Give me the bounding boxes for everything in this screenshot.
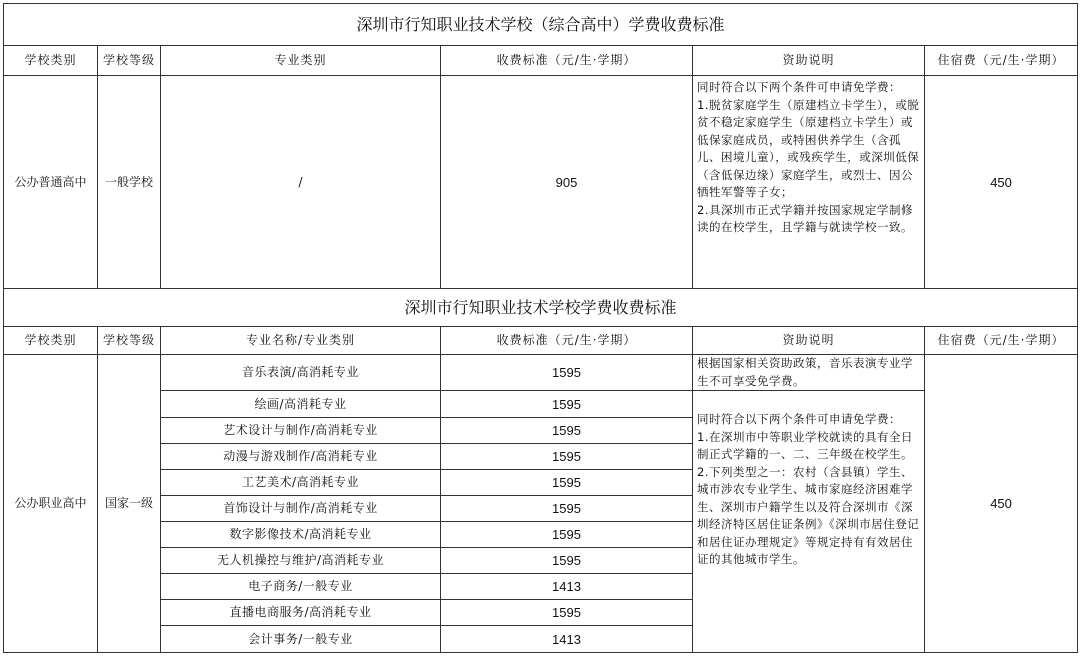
table2-major: 工艺美术/高消耗专业 [161,470,441,496]
table1-aid-description [693,76,925,289]
table2-title: 深圳市行知职业技术学校学费收费标准 [4,289,1078,327]
table1-fee: 905 [441,76,693,289]
table2-school-level: 国家一级 [98,355,161,653]
table1-header-dorm-fee: 住宿费（元/生·学期） [925,46,1078,76]
table-row [4,76,1078,289]
table1-aid-line-intro: 同时符合以下两个条件可申请免学费： [697,80,901,94]
table2-aid-line-1: 1.在深圳市中等职业学校就读的具有全日制正式学籍的一、二、三年级在校学生。 [697,429,913,461]
table2-fee: 1595 [441,444,693,470]
table2-fee: 1595 [441,548,693,574]
table2-fee: 1413 [441,574,693,600]
table2-header-dorm-fee: 住宿费（元/生·学期） [925,327,1078,355]
table2-fee: 1595 [441,496,693,522]
table1-aid-line-1: 1.脱贫家庭学生（原建档立卡学生），或脱贫不稳定家庭学生（原建档立卡学生）或低保家庭成员，或特困供养学生（含孤儿、困境儿童），或残疾学生，或深圳低保（含低保边缘）家庭学生，或烈士、因公牺牲军警等子女； [697,97,920,199]
table2-fee: 1595 [441,391,693,418]
table2-major: 数字影像技术/高消耗专业 [161,522,441,548]
table2-major: 音乐表演/高消耗专业 [161,355,441,391]
table2-header-fee-standard: 收费标准（元/生·学期） [441,327,693,355]
table2-aid-music: 根据国家相关资助政策，音乐表演专业学生不可享受免学费。 [693,355,925,391]
table2-major: 动漫与游戏制作/高消耗专业 [161,444,441,470]
table2-fee: 1595 [441,470,693,496]
table2-header-major-name: 专业名称/专业类别 [161,327,441,355]
table1-school-level: 一般学校 [98,76,161,289]
table2-aid-line-2: 2.下列类型之一：农村（含县镇）学生、城市涉农专业学生、城市家庭经济困难学生、深圳市户籍学生以及符合深圳市《深圳经济特区居住证条例》《深圳市居住登记和居住证办理规定》等规定持有有效居住证的其他城市学生。 [697,464,920,566]
table2-school-category: 公办职业高中 [4,355,98,653]
table2-header-school-category: 学校类别 [4,327,98,355]
table2-major: 会计事务/一般专业 [161,626,441,653]
table2-aid-general [693,391,925,653]
table2-fee: 1595 [441,522,693,548]
table1-dorm-fee: 450 [925,76,1078,289]
table2-header-school-level: 学校等级 [98,327,161,355]
table1-major: / [161,76,441,289]
table2-major: 无人机操控与维护/高消耗专业 [161,548,441,574]
table-row [4,355,1078,391]
table1-aid-line-2: 2.具深圳市正式学籍并按国家规定学制修读的在校学生，且学籍与就读学校一致。 [697,202,913,234]
table2-aid-line-intro: 同时符合以下两个条件可申请免学费： [697,412,901,426]
table2-major: 首饰设计与制作/高消耗专业 [161,496,441,522]
table2-major: 直播电商服务/高消耗专业 [161,600,441,626]
table2-dorm-fee: 450 [925,355,1078,653]
table2-fee: 1595 [441,600,693,626]
table1-header-major-category: 专业类别 [161,46,441,76]
fee-standards-table [3,3,1078,653]
table2-major: 绘画/高消耗专业 [161,391,441,418]
table2-fee: 1595 [441,355,693,391]
table1-school-category: 公办普通高中 [4,76,98,289]
table2-major: 艺术设计与制作/高消耗专业 [161,418,441,444]
table1-header-school-category: 学校类别 [4,46,98,76]
table1-header-aid-description: 资助说明 [693,46,925,76]
table2-fee: 1595 [441,418,693,444]
table1-title: 深圳市行知职业技术学校（综合高中）学费收费标准 [4,4,1078,46]
table2-fee: 1413 [441,626,693,653]
table1-header-school-level: 学校等级 [98,46,161,76]
table2-major: 电子商务/一般专业 [161,574,441,600]
table-row [4,391,1078,418]
table1-header-fee-standard: 收费标准（元/生·学期） [441,46,693,76]
table2-header-aid-description: 资助说明 [693,327,925,355]
